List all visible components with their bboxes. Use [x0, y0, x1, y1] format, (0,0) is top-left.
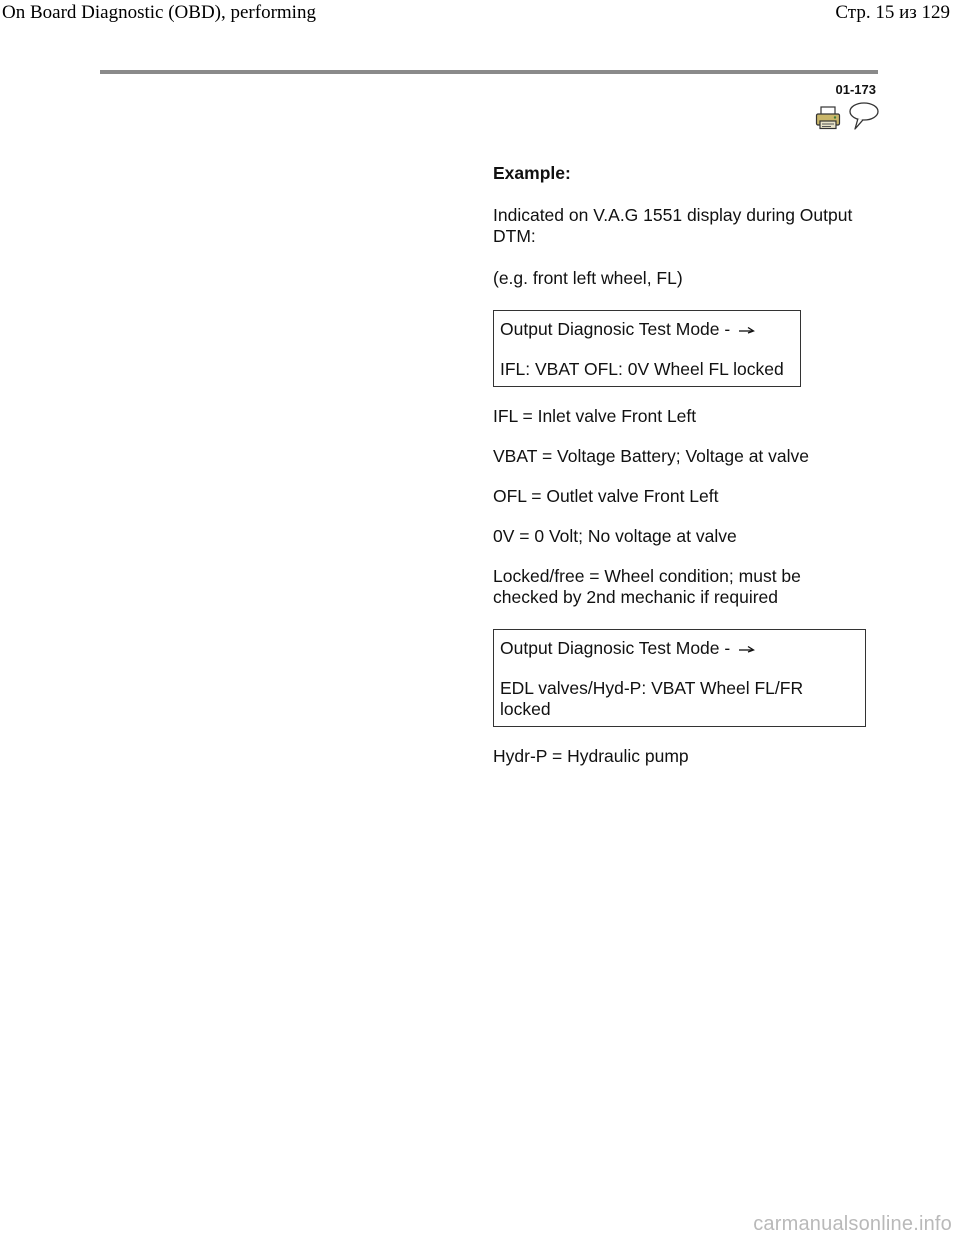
intro-text: Indicated on V.A.G 1551 display during Output DTM:: [493, 205, 853, 246]
display-box-1-line1: Output Diagnosic Test Mode -: [500, 319, 731, 339]
definition-locked-free: Locked/free = Wheel condition; must be checked by 2nd mechanic if required: [493, 566, 801, 607]
example-heading: Example:: [493, 163, 571, 183]
display-box-1: [493, 310, 801, 387]
hydraulic-pump-note: Hydr-P = Hydraulic pump: [493, 746, 689, 766]
definition-ofl: OFL = Outlet valve Front Left: [493, 486, 719, 506]
display-box-1-line2: IFL: VBAT OFL: 0V Wheel FL locked: [500, 359, 784, 379]
display-box-2: [493, 629, 866, 727]
display-box-2-line1: Output Diagnosic Test Mode -: [500, 638, 731, 658]
arrow-right-icon: [738, 325, 756, 335]
document-title: On Board Diagnostic (OBD), performing: [2, 2, 316, 23]
arrow-right-icon: [738, 644, 756, 654]
watermark: carmanualsonline.info: [753, 1213, 952, 1235]
header-rule: [100, 70, 878, 74]
display-box-2-line2: EDL valves/Hyd-P: VBAT Wheel FL/FR locked: [500, 678, 804, 719]
definition-0v: 0V = 0 Volt; No voltage at valve: [493, 526, 737, 546]
page-indicator: Стр. 15 из 129: [835, 2, 950, 23]
example-note: (e.g. front left wheel, FL): [493, 268, 683, 288]
definition-ifl: IFL = Inlet valve Front Left: [493, 406, 697, 426]
main-content: [493, 160, 873, 767]
definition-vbat: VBAT = Voltage Battery; Voltage at valve: [493, 446, 810, 466]
printer-icon[interactable]: [815, 106, 841, 130]
page-code: 01-173: [835, 82, 876, 97]
speech-bubble-icon[interactable]: [848, 101, 880, 131]
